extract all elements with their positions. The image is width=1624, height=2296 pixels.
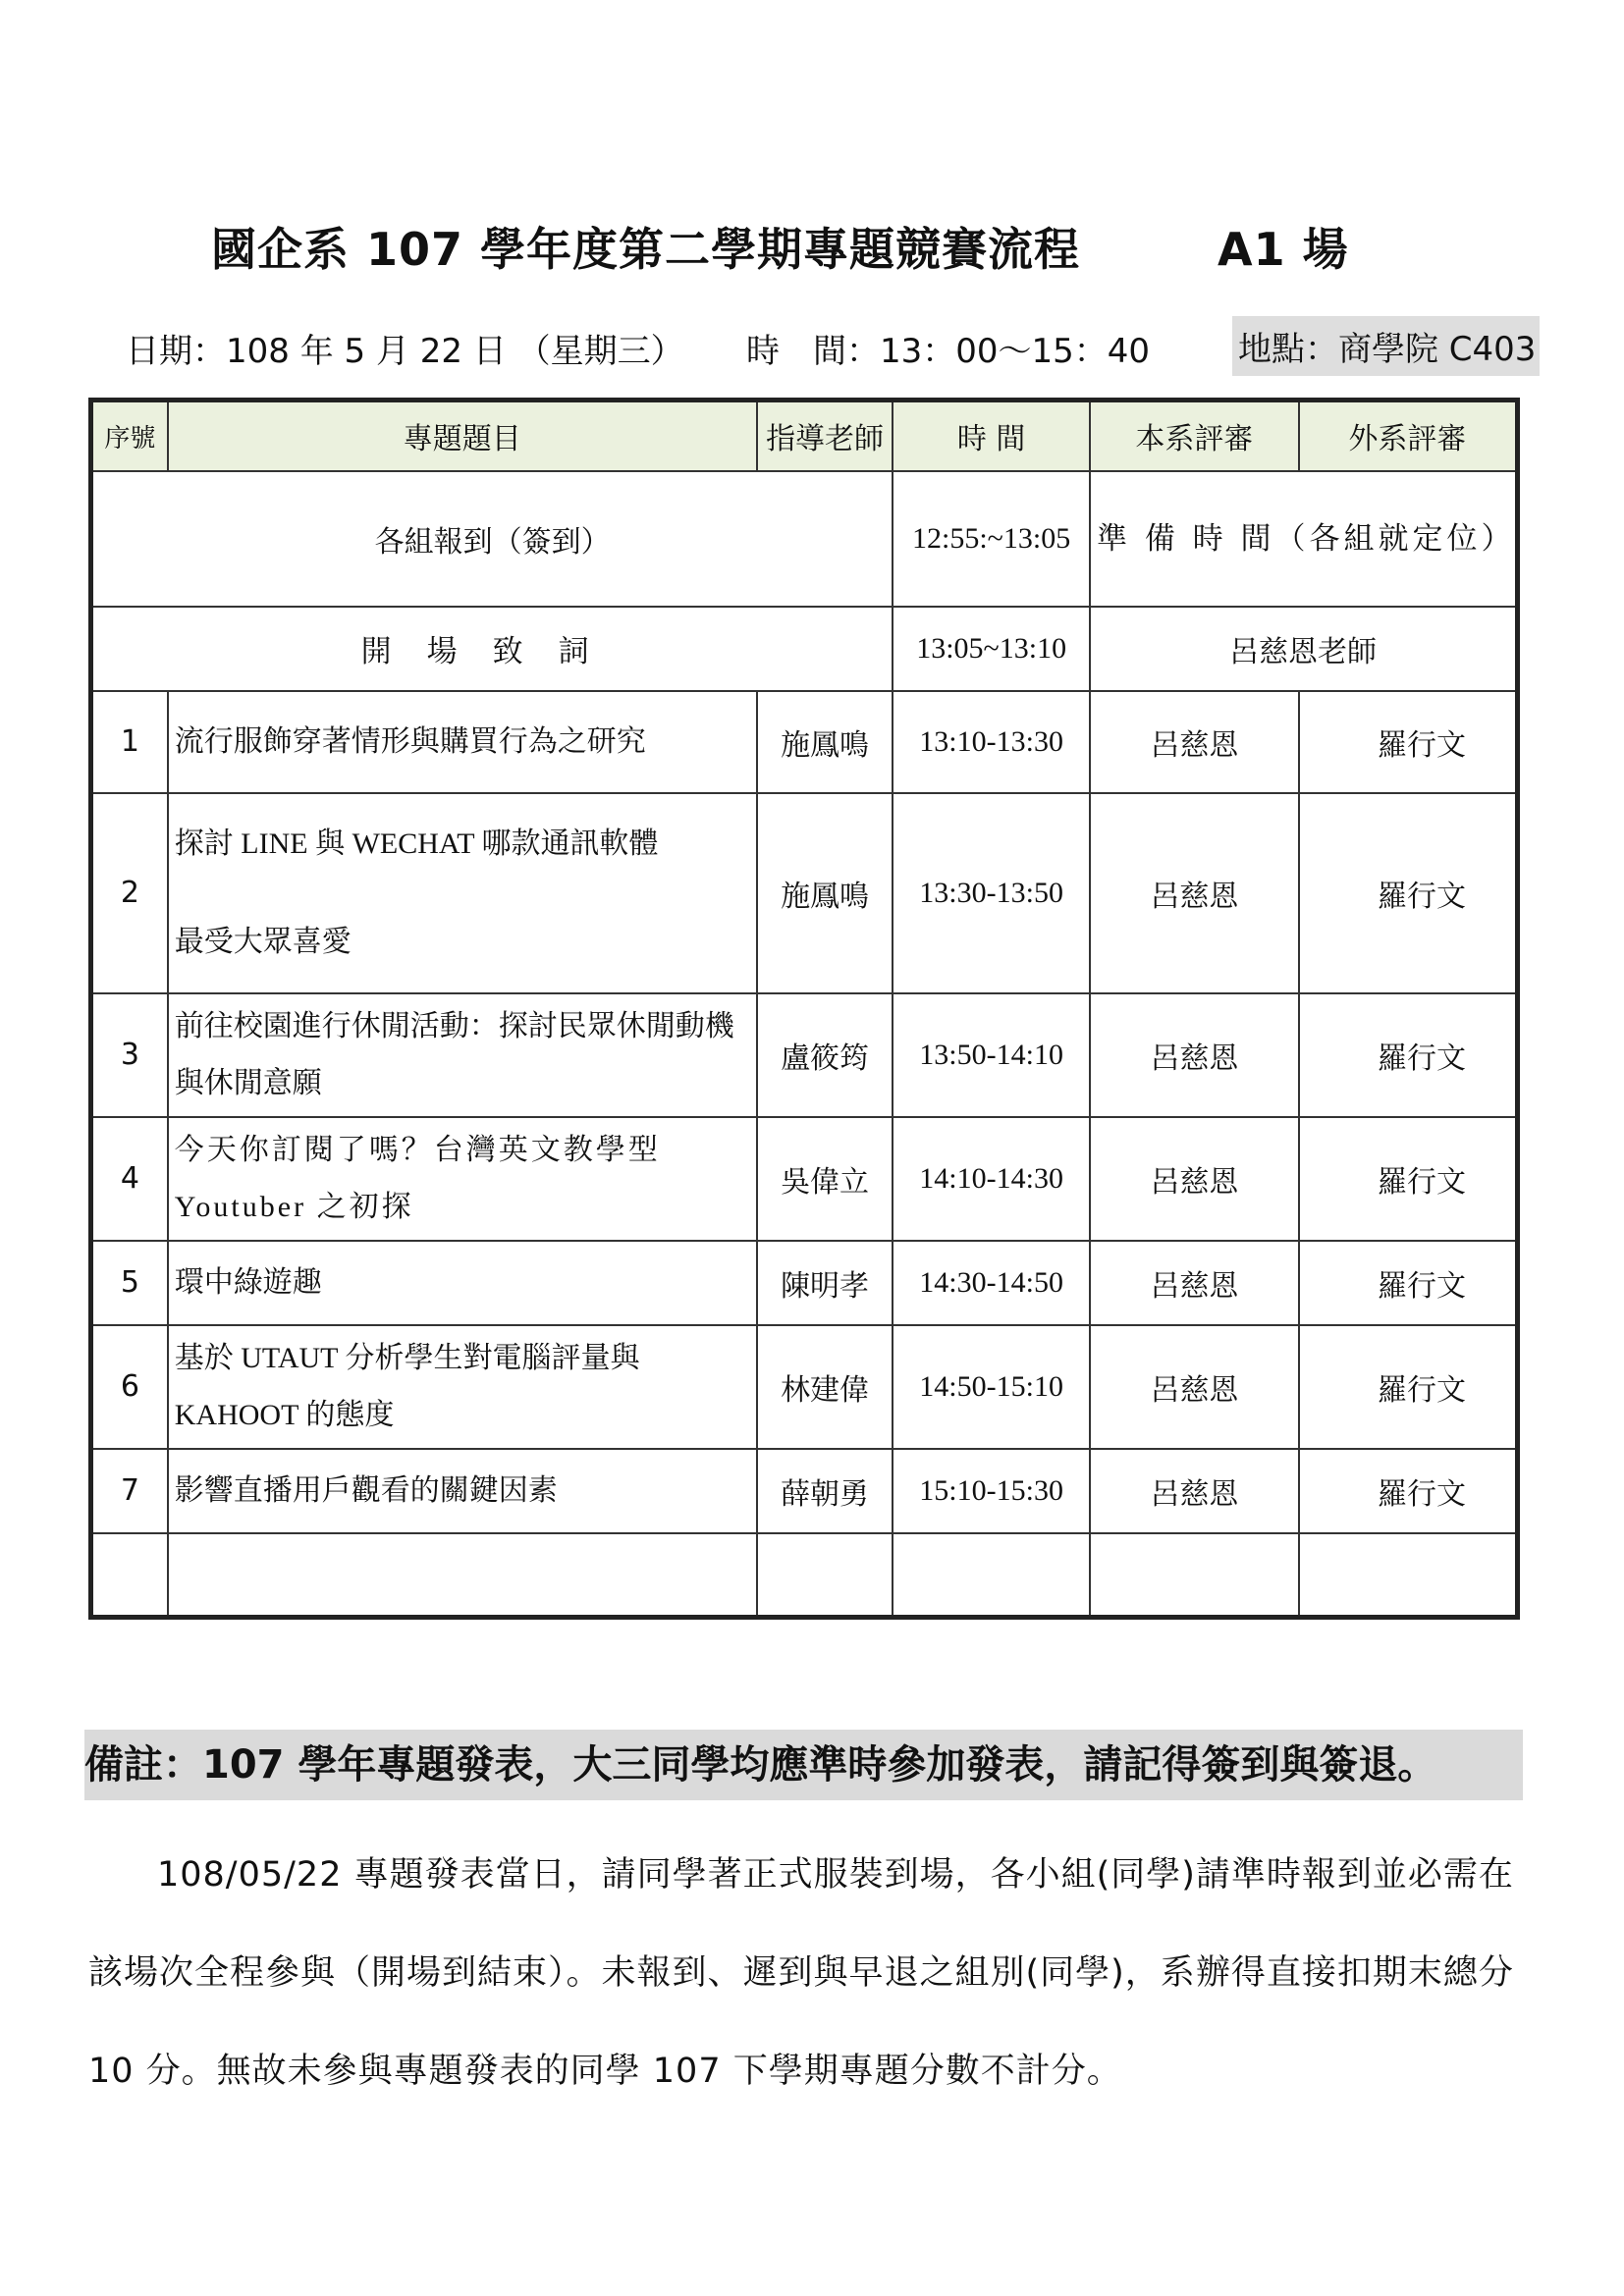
checkin-time: 12:55:~13:05: [893, 471, 1090, 607]
row-external-judge: 羅行文: [1299, 793, 1518, 993]
row-internal-judge: 呂慈恩: [1090, 1117, 1299, 1241]
note-heading: 備註：107 學年專題發表，大三同學均應準時參加發表，請記得簽到與簽退。: [84, 1730, 1523, 1800]
opening-host: 呂慈恩老師: [1090, 607, 1518, 691]
row-advisor: 施鳳鳴: [757, 793, 893, 993]
opening-row: [91, 607, 1518, 691]
table-row: [91, 691, 1518, 793]
row-time: 13:50-14:10: [893, 993, 1090, 1117]
table-row: [91, 1325, 1518, 1449]
row-number: 7: [91, 1449, 168, 1533]
table-row: [91, 1241, 1518, 1325]
row-external-judge: 羅行文: [1299, 993, 1518, 1117]
row-topic: 環中綠遊趣: [168, 1241, 757, 1325]
row-time: 13:10-13:30: [893, 691, 1090, 793]
header-number: 序號: [91, 400, 168, 471]
row-number: 4: [91, 1117, 168, 1241]
empty-cell: [91, 1533, 168, 1618]
row-external-judge: 羅行文: [1299, 1117, 1518, 1241]
row-internal-judge: 呂慈恩: [1090, 691, 1299, 793]
row-advisor: 薛朝勇: [757, 1449, 893, 1533]
row-advisor: 盧筱筠: [757, 993, 893, 1117]
event-place: 地點：商學院 C403: [1232, 316, 1540, 376]
row-advisor: 吳偉立: [757, 1117, 893, 1241]
event-date: 日期：108 年 5 月 22 日 （星期三）: [126, 332, 684, 371]
row-topic: 今天你訂閱了嗎？台灣英文教學型 Youtuber 之初探: [168, 1117, 757, 1241]
header-topic: 專題題目: [168, 400, 757, 471]
row-internal-judge: 呂慈恩: [1090, 1241, 1299, 1325]
row-time: 13:30-13:50: [893, 793, 1090, 993]
row-topic-line: 探討 LINE 與 WECHAT 哪款通訊軟體: [174, 827, 659, 860]
checkin-note: 準 備 時 間（各組就定位）: [1090, 471, 1518, 607]
page-title: [211, 214, 1389, 283]
row-internal-judge: 呂慈恩: [1090, 1325, 1299, 1449]
row-time: 15:10-15:30: [893, 1449, 1090, 1533]
venue-label: A1 場: [1218, 223, 1349, 276]
schedule-table: [88, 398, 1520, 1620]
row-time: 14:10-14:30: [893, 1117, 1090, 1241]
checkin-row: [91, 471, 1518, 607]
empty-cell: [893, 1533, 1090, 1618]
row-topic: 影響直播用戶觀看的關鍵因素: [168, 1449, 757, 1533]
table-header-row: [91, 400, 1518, 471]
row-advisor: 林建偉: [757, 1325, 893, 1449]
header-advisor: 指導老師: [757, 400, 893, 471]
row-external-judge: 羅行文: [1299, 1241, 1518, 1325]
empty-cell: [1299, 1533, 1518, 1618]
row-external-judge: 羅行文: [1299, 1325, 1518, 1449]
row-number: 5: [91, 1241, 168, 1325]
table-row: [91, 1117, 1518, 1241]
row-time: 14:50-15:10: [893, 1325, 1090, 1449]
table-row: [91, 1449, 1518, 1533]
row-topic: 流行服飾穿著情形與購買行為之研究: [168, 691, 757, 793]
note-body: 108/05/22 專題發表當日，請同學著正式服裝到場，各小組(同學)請準時報到並必需在該場次全程參與（開場到結束）。未報到、遲到與早退之組別(同學)，系辦得直接扣期末總分 10 分。無故未參與專題發表的同學 107 下學期專題分數不計分。: [88, 1855, 1514, 2091]
row-topic: 前往校園進行休閒活動：探討民眾休閒動機與休閒意願: [168, 993, 757, 1117]
row-topic: 基於 UTAUT 分析學生對電腦評量與 KAHOOT 的態度: [168, 1325, 757, 1449]
empty-row: [91, 1533, 1518, 1618]
row-internal-judge: 呂慈恩: [1090, 1449, 1299, 1533]
row-time: 14:30-14:50: [893, 1241, 1090, 1325]
table-row: [91, 793, 1518, 993]
table-row: [91, 993, 1518, 1117]
empty-cell: [1090, 1533, 1299, 1618]
empty-cell: [757, 1533, 893, 1618]
row-external-judge: 羅行文: [1299, 1449, 1518, 1533]
row-number: 6: [91, 1325, 168, 1449]
row-number: 1: [91, 691, 168, 793]
row-topic-line: 最受大眾喜愛: [174, 925, 352, 958]
row-internal-judge: 呂慈恩: [1090, 993, 1299, 1117]
opening-label: 開場致詞: [91, 607, 893, 691]
row-topic: [168, 793, 757, 993]
checkin-label: 各組報到（簽到）: [91, 471, 893, 607]
row-number: 2: [91, 793, 168, 993]
row-number: 3: [91, 993, 168, 1117]
row-advisor: 陳明孝: [757, 1241, 893, 1325]
row-external-judge: 羅行文: [1299, 691, 1518, 793]
row-advisor: 施鳳鳴: [757, 691, 893, 793]
header-time: 時 間: [893, 400, 1090, 471]
title-text: 國企系 107 學年度第二學期專題競賽流程: [211, 223, 1081, 276]
opening-time: 13:05~13:10: [893, 607, 1090, 691]
row-internal-judge: 呂慈恩: [1090, 793, 1299, 993]
header-external-judge: 外系評審: [1299, 400, 1518, 471]
header-internal-judge: 本系評審: [1090, 400, 1299, 471]
empty-cell: [168, 1533, 757, 1618]
event-time: 時 間：13：00～15：40: [746, 332, 1151, 371]
